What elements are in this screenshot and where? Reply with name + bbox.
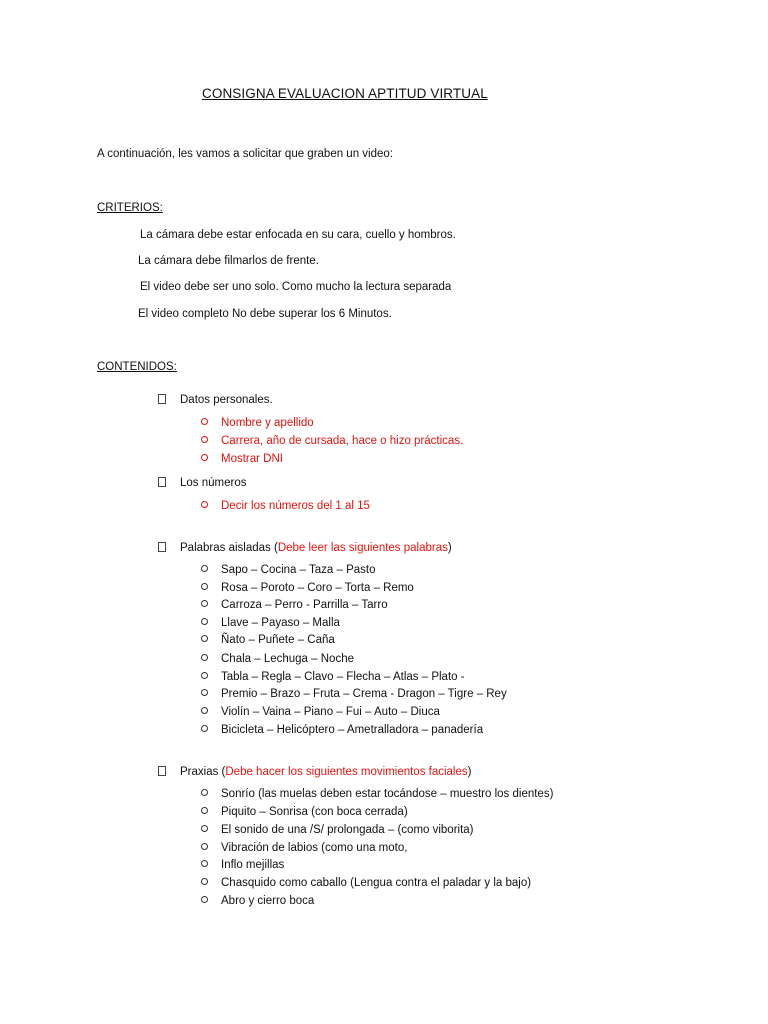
circle-bullet-icon	[201, 433, 208, 449]
list-item: Chasquido como caballo (Lengua contra el paladar y la bajo)	[221, 877, 532, 889]
circle-bullet-icon	[201, 415, 208, 431]
circle-bullet-icon	[201, 651, 208, 667]
criterio-item: El video completo No debe superar los 6 Minutos.	[138, 308, 392, 320]
circle-bullet-icon	[201, 875, 208, 891]
circle-bullet-icon	[201, 822, 208, 838]
list-item: Vibración de labios (como una moto,	[221, 842, 408, 854]
list-item: Abro y cierro boca	[221, 895, 315, 907]
list-item: Bicicleta – Helicóptero – Ametralladora – panadería	[221, 724, 484, 736]
circle-bullet-icon	[201, 804, 208, 820]
circle-bullet-icon	[201, 615, 208, 631]
section-label-close: )	[447, 542, 452, 554]
section-bullet-icon	[158, 764, 166, 780]
section-note: Debe leer las siguientes palabras	[277, 542, 448, 554]
circle-bullet-icon	[201, 857, 208, 873]
circle-bullet-icon	[201, 722, 208, 738]
list-item: Piquito – Sonrisa (con boca cerrada)	[221, 806, 408, 818]
list-item: Tabla – Regla – Clavo – Flecha – Atlas – Plato -	[221, 671, 465, 683]
list-item: Mostrar DNI	[221, 453, 283, 465]
list-item: Sapo – Cocina – Taza – Pasto	[221, 564, 376, 576]
section-label-close: )	[467, 766, 472, 778]
section-bullet-icon	[158, 540, 166, 556]
section-label-palabras	[180, 540, 452, 556]
circle-bullet-icon	[201, 580, 208, 596]
circle-bullet-icon	[201, 632, 208, 648]
list-item: Decir los números del 1 al 15	[221, 500, 370, 512]
list-item: Nombre y apellido	[221, 417, 314, 429]
circle-bullet-icon	[201, 686, 208, 702]
section-bullet-icon	[158, 392, 166, 408]
contenidos-heading: CONTENIDOS:	[97, 361, 177, 373]
criterio-item: La cámara debe estar enfocada en su cara, cuello y hombros.	[140, 229, 456, 241]
section-bullet-icon	[158, 475, 166, 491]
section-label-praxias	[180, 764, 471, 780]
criterios-heading: CRITERIOS:	[97, 202, 163, 214]
list-item: Rosa – Poroto – Coro – Torta – Remo	[221, 582, 414, 594]
circle-bullet-icon	[201, 498, 208, 514]
list-item: El sonido de una /S/ prolongada – (como viborita)	[221, 824, 474, 836]
section-label-numeros: Los números	[180, 477, 247, 489]
list-item: Sonrío (las muelas deben estar tocándose – muestro los dientes)	[221, 788, 554, 800]
list-item: Carrera, año de cursada, hace o hizo prácticas.	[221, 435, 464, 447]
document-title: CONSIGNA EVALUACION APTITUD VIRTUAL	[202, 86, 488, 101]
section-label-text: Palabras aisladas (	[180, 542, 278, 554]
circle-bullet-icon	[201, 562, 208, 578]
intro-text: A continuación, les vamos a solicitar que graben un video:	[97, 148, 393, 160]
circle-bullet-icon	[201, 451, 208, 467]
circle-bullet-icon	[201, 704, 208, 720]
list-item: Violín – Vaina – Piano – Fui – Auto – Diuca	[221, 706, 440, 718]
list-item: Premio – Brazo – Fruta – Crema - Dragon – Tigre – Rey	[221, 688, 507, 700]
circle-bullet-icon	[201, 669, 208, 685]
criterio-item: La cámara debe filmarlos de frente.	[138, 255, 319, 267]
list-item: Llave – Payaso – Malla	[221, 617, 340, 629]
section-label-text: Praxias (	[180, 766, 226, 778]
list-item: Inflo mejillas	[221, 859, 285, 871]
section-label-datos: Datos personales.	[180, 394, 273, 406]
list-item: Chala – Lechuga – Noche	[221, 653, 354, 665]
section-note: Debe hacer los siguientes movimientos faciales	[225, 766, 468, 778]
circle-bullet-icon	[201, 786, 208, 802]
criterio-item: El video debe ser uno solo. Como mucho la lectura separada	[140, 281, 452, 293]
circle-bullet-icon	[201, 840, 208, 856]
circle-bullet-icon	[201, 893, 208, 909]
circle-bullet-icon	[201, 597, 208, 613]
list-item: Ñato – Puñete – Caña	[221, 634, 335, 646]
list-item: Carroza – Perro - Parrilla – Tarro	[221, 599, 388, 611]
